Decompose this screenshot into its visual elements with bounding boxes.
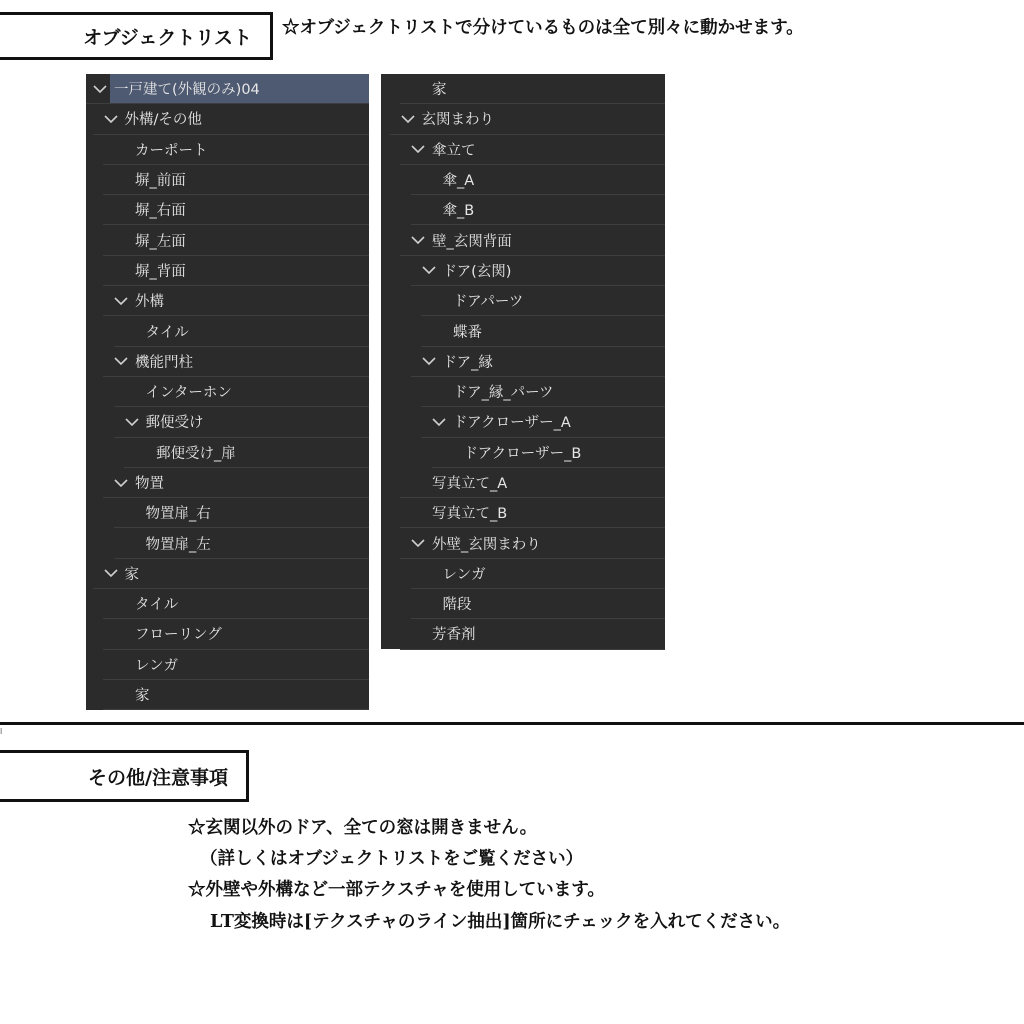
layer-row[interactable]	[86, 256, 369, 286]
row-content	[381, 619, 665, 648]
layer-row[interactable]	[381, 135, 665, 165]
row-content	[86, 438, 369, 467]
chevron-down-icon[interactable]	[113, 475, 129, 491]
section-divider	[0, 722, 1024, 725]
object-list-note: ☆オブジェクトリストで分けているものは全て別々に動かせます。	[282, 18, 804, 38]
layer-label: レンガ	[135, 657, 179, 674]
layer-label: 写真立て_B	[432, 506, 508, 523]
row-content	[381, 559, 665, 588]
layer-label: 塀_右面	[135, 203, 186, 220]
layer-label: ドアクローザー_B	[463, 445, 582, 462]
layer-panel-left	[86, 74, 369, 710]
row-divider	[400, 649, 665, 650]
row-content	[86, 589, 369, 618]
layer-label: 写真立て_A	[432, 476, 508, 492]
layer-row[interactable]	[86, 104, 369, 134]
layer-label: 傘_B	[442, 203, 475, 220]
row-content	[381, 528, 665, 557]
layer-label: 物置扉_右	[145, 506, 211, 523]
row-content	[381, 225, 665, 254]
row-content	[381, 498, 665, 527]
chevron-down-icon[interactable]	[410, 232, 426, 248]
chevron-down-icon[interactable]	[421, 262, 437, 278]
layer-label: カーポート	[135, 142, 208, 159]
chevron-down-icon[interactable]	[92, 81, 108, 97]
row-content	[86, 286, 369, 315]
row-content	[381, 438, 665, 467]
row-content	[86, 528, 369, 557]
layer-label: 玄関まわり	[421, 112, 494, 129]
layer-row[interactable]	[86, 377, 369, 407]
row-content	[86, 135, 369, 164]
row-content	[86, 468, 369, 497]
row-content	[86, 256, 369, 285]
layer-row[interactable]	[86, 407, 369, 437]
layer-label: ドア_縁	[442, 354, 493, 371]
row-content	[381, 286, 665, 315]
row-content	[86, 316, 369, 345]
row-content	[86, 407, 369, 436]
notes-title: その他/注意事項	[88, 766, 228, 789]
note-line: ☆玄関以外のドア、全ての窓は開きません。	[188, 818, 538, 838]
row-content	[381, 74, 665, 103]
layer-row[interactable]	[381, 528, 665, 558]
layer-row[interactable]	[381, 619, 665, 649]
row-content	[86, 377, 369, 406]
layer-label: 傘_A	[442, 173, 475, 190]
layer-row[interactable]	[381, 559, 665, 589]
row-content	[86, 619, 369, 648]
layer-label: 物置	[135, 476, 164, 492]
layer-label: 傘立て	[432, 142, 476, 159]
layer-row[interactable]	[86, 619, 369, 649]
layer-label: 階段	[442, 597, 472, 614]
layer-row[interactable]	[86, 135, 369, 165]
layer-row[interactable]	[381, 195, 665, 225]
row-content	[381, 347, 665, 376]
layer-label: 塀_背面	[135, 263, 186, 280]
layer-label: ドア(玄関)	[442, 263, 512, 280]
layer-row[interactable]	[381, 74, 665, 104]
row-content	[86, 650, 369, 679]
chevron-down-icon[interactable]	[421, 353, 437, 369]
layer-label: インターホン	[145, 385, 232, 402]
row-content	[86, 498, 369, 527]
layer-row[interactable]	[86, 528, 369, 558]
chevron-down-icon[interactable]	[431, 414, 447, 430]
chevron-down-icon[interactable]	[103, 565, 119, 581]
layer-label: 家	[135, 688, 150, 705]
layer-row[interactable]	[381, 286, 665, 316]
layer-row[interactable]	[86, 589, 369, 619]
layer-row[interactable]	[86, 559, 369, 589]
row-content	[381, 135, 665, 164]
chevron-down-icon[interactable]	[410, 535, 426, 551]
layer-row[interactable]	[86, 680, 369, 710]
layer-row[interactable]	[381, 225, 665, 255]
row-content	[86, 165, 369, 194]
layer-row[interactable]	[381, 347, 665, 377]
object-list-title-box	[0, 12, 273, 60]
row-content	[381, 195, 665, 224]
layer-row[interactable]	[86, 225, 369, 255]
layer-row[interactable]	[86, 165, 369, 195]
layer-row[interactable]	[86, 498, 369, 528]
layer-row[interactable]	[86, 438, 369, 468]
chevron-down-icon[interactable]	[400, 111, 416, 127]
layer-row[interactable]	[86, 316, 369, 346]
layer-label: 物置扉_左	[145, 536, 211, 553]
row-content	[86, 104, 369, 133]
row-content	[381, 165, 665, 194]
layer-label: ドアパーツ	[453, 294, 524, 311]
chevron-down-icon[interactable]	[124, 414, 140, 430]
layer-label: ドアクローザー_A	[453, 415, 571, 432]
row-divider	[103, 709, 369, 710]
layer-row[interactable]	[381, 468, 665, 498]
layer-row[interactable]	[86, 286, 369, 316]
row-content	[381, 589, 665, 618]
layer-row[interactable]	[381, 498, 665, 528]
row-content	[381, 377, 665, 406]
row-content	[86, 347, 369, 376]
layer-label: 蝶番	[453, 324, 482, 341]
row-content	[86, 680, 369, 709]
layer-row[interactable]	[86, 195, 369, 225]
note-line: ☆外壁や外構など一部テクスチャを使用しています。	[188, 880, 605, 900]
row-content	[381, 468, 665, 497]
layer-label: ドア_縁_パーツ	[453, 385, 554, 402]
layer-row[interactable]	[381, 104, 665, 134]
layer-label: レンガ	[442, 566, 486, 583]
layer-label: 塀_左面	[135, 233, 186, 250]
row-content	[381, 256, 665, 285]
layer-label: フローリング	[135, 627, 222, 644]
row-content	[86, 559, 369, 588]
layer-label: 芳香剤	[432, 627, 476, 644]
row-content	[381, 316, 665, 345]
layer-row[interactable]	[381, 407, 665, 437]
layer-label: タイル	[135, 597, 179, 614]
layer-label: 一戸建て(外観のみ)04	[114, 82, 260, 99]
layer-label: 機能門柱	[135, 354, 193, 371]
layer-label: 壁_玄関背面	[432, 233, 512, 250]
row-content	[86, 195, 369, 224]
object-list-title: オブジェクトリスト	[83, 26, 252, 49]
layer-row[interactable]	[381, 316, 665, 346]
layer-label: 家	[124, 566, 139, 583]
layer-row[interactable]	[86, 74, 369, 104]
layer-row[interactable]	[381, 165, 665, 195]
selected-highlight	[110, 74, 369, 103]
note-line: （詳しくはオブジェクトリストをご覧ください）	[200, 849, 584, 869]
layer-row[interactable]	[381, 438, 665, 468]
layer-row[interactable]	[86, 347, 369, 377]
layer-row[interactable]	[381, 377, 665, 407]
layer-label: 郵便受け_扉	[156, 445, 236, 462]
layer-label: タイル	[145, 324, 189, 341]
layer-label: 郵便受け	[145, 415, 204, 432]
layer-label: 外構/その他	[124, 112, 202, 129]
layer-row[interactable]	[381, 256, 665, 286]
chevron-down-icon[interactable]	[410, 141, 426, 157]
chevron-down-icon[interactable]	[113, 293, 129, 309]
chevron-down-icon[interactable]	[113, 353, 129, 369]
layer-label: 塀_前面	[135, 173, 186, 190]
layer-label: 外壁_玄関まわり	[432, 536, 541, 553]
layer-panel-right	[381, 74, 665, 649]
layer-row[interactable]	[86, 468, 369, 498]
chevron-down-icon[interactable]	[103, 111, 119, 127]
row-content	[381, 104, 665, 133]
note-line: LT変換時は[テクスチャのライン抽出]箇所にチェックを入れてください。	[210, 912, 791, 932]
row-content	[86, 225, 369, 254]
divider-mark: l	[0, 727, 3, 736]
layer-label: 外構	[135, 294, 164, 311]
layer-row[interactable]	[381, 589, 665, 619]
row-content	[381, 407, 665, 436]
notes-title-box	[0, 750, 249, 802]
layer-label: 家	[432, 82, 447, 99]
layer-row[interactable]	[86, 650, 369, 680]
